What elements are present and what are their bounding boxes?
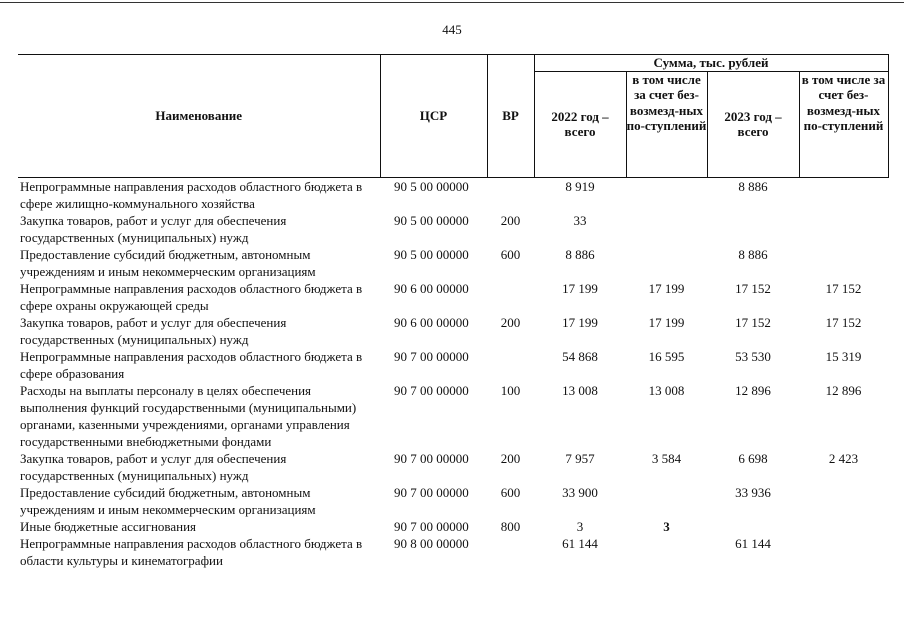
table-row	[18, 348, 888, 382]
row-2023-total: 53 530	[735, 348, 771, 364]
row-vr	[487, 177, 534, 212]
row-vr: 200	[500, 314, 521, 330]
row-2022-total: 33	[573, 212, 587, 228]
row-name: Расходы на выплаты персоналу в целях обеспечения выполнения функций государственными (муниципальными) органами, казенными учреждениями, органами управления государственными внебюджетными фондами	[20, 382, 357, 449]
header-vr: ВР	[487, 55, 534, 178]
row-csr: 90 6 00 00000	[394, 280, 469, 296]
header-csr: ЦСР	[380, 55, 487, 178]
row-vr: 600	[500, 484, 521, 500]
table-row	[18, 518, 888, 535]
row-vr: 800	[500, 518, 521, 534]
table-row	[18, 246, 888, 280]
table-row	[18, 484, 888, 518]
row-2022-free	[626, 177, 707, 212]
table-row	[18, 314, 888, 348]
row-csr: 90 7 00 00000	[394, 348, 469, 364]
row-2023-total: 17 152	[735, 314, 771, 330]
row-2022-free	[626, 212, 707, 246]
table-row	[18, 212, 888, 246]
row-2023-total: 8 886	[738, 246, 768, 262]
row-name: Закупка товаров, работ и услуг для обеспечения государственных (муниципальных) нужд	[20, 212, 287, 245]
page-top-rule	[0, 2, 904, 3]
row-csr: 90 5 00 00000	[394, 246, 469, 262]
row-2023-total: 6 698	[738, 450, 768, 466]
row-csr: 90 7 00 00000	[394, 518, 469, 534]
row-2023-total: 12 896	[735, 382, 771, 398]
row-2023-free	[799, 212, 888, 246]
row-csr: 90 7 00 00000	[394, 484, 469, 500]
row-name: Закупка товаров, работ и услуг для обеспечения государственных (муниципальных) нужд	[20, 314, 287, 347]
table-row	[18, 382, 888, 450]
row-2022-free	[626, 246, 707, 280]
row-2023-free	[799, 246, 888, 280]
row-2023-total: 61 144	[735, 535, 771, 551]
row-2022-free: 16 595	[648, 348, 685, 364]
row-2022-free: 13 008	[648, 382, 685, 398]
table-row	[18, 177, 888, 212]
row-vr: 200	[500, 212, 521, 228]
header-name: Наименование	[18, 55, 380, 178]
row-2022-total: 33 900	[562, 484, 598, 500]
table-header	[18, 55, 888, 178]
row-2022-free: 3	[663, 518, 670, 534]
row-2023-free	[799, 177, 888, 212]
row-2022-total: 54 868	[562, 348, 598, 364]
table-body	[18, 177, 888, 569]
page-number: 445	[442, 22, 462, 37]
header-2022-total: 2022 год – всего	[534, 71, 626, 177]
row-vr	[487, 280, 534, 314]
row-2023-free: 2 423	[828, 450, 859, 466]
row-name: Непрограммные направления расходов областного бюджета в сфере жилищно-коммунального хозяйства	[20, 178, 363, 211]
row-2023-total	[707, 518, 799, 535]
row-2022-total: 8 919	[565, 178, 595, 194]
row-csr: 90 7 00 00000	[394, 382, 469, 398]
budget-table	[18, 54, 889, 569]
row-2023-free: 15 319	[825, 348, 862, 364]
table-row	[18, 280, 888, 314]
row-2022-free: 3 584	[651, 450, 682, 466]
row-2023-free: 12 896	[825, 382, 862, 398]
row-csr: 90 6 00 00000	[394, 314, 469, 330]
row-2022-total: 3	[576, 518, 584, 534]
row-name: Предоставление субсидий бюджетным, автономным учреждениям и иным некоммерческим организациям	[20, 246, 316, 279]
row-2022-total: 13 008	[562, 382, 598, 398]
row-2023-total: 8 886	[738, 178, 768, 194]
row-name: Закупка товаров, работ и услуг для обеспечения государственных (муниципальных) нужд	[20, 450, 287, 483]
row-2023-free: 17 152	[825, 280, 862, 296]
row-2023-free: 17 152	[825, 314, 862, 330]
row-2023-free	[799, 535, 888, 569]
row-vr: 600	[500, 246, 521, 262]
row-vr	[487, 348, 534, 382]
row-2023-total: 33 936	[735, 484, 771, 500]
row-csr: 90 8 00 00000	[394, 535, 469, 551]
row-2022-total: 17 199	[562, 314, 598, 330]
header-2023-total: 2023 год – всего	[707, 71, 799, 177]
row-2022-total: 61 144	[562, 535, 598, 551]
header-2022-free: в том числе за счет без-возмезд-ных по-ступлений	[626, 71, 707, 177]
row-2023-free	[799, 518, 888, 535]
row-csr: 90 7 00 00000	[394, 450, 469, 466]
row-2022-total: 7 957	[565, 450, 595, 466]
row-2023-free	[799, 484, 888, 518]
row-name: Предоставление субсидий бюджетным, автономным учреждениям и иным некоммерческим организациям	[20, 484, 316, 517]
table-row	[18, 450, 888, 484]
row-vr: 100	[500, 382, 521, 398]
row-vr: 200	[500, 450, 521, 466]
row-name: Непрограммные направления расходов областного бюджета в сфере образования	[20, 348, 363, 381]
row-name: Непрограммные направления расходов областного бюджета в области культуры и кинематографии	[20, 535, 363, 568]
row-csr: 90 5 00 00000	[394, 178, 469, 194]
row-2023-total: 17 152	[735, 280, 771, 296]
row-2022-total: 8 886	[565, 246, 595, 262]
row-2022-free	[626, 484, 707, 518]
row-2022-total: 17 199	[562, 280, 598, 296]
row-2022-free: 17 199	[648, 314, 685, 330]
row-2022-free: 17 199	[648, 280, 685, 296]
header-sum-group: Сумма, тыс. рублей	[534, 55, 888, 72]
row-name: Непрограммные направления расходов областного бюджета в сфере охраны окружающей среды	[20, 280, 363, 313]
row-vr	[487, 535, 534, 569]
table-row	[18, 535, 888, 569]
row-name: Иные бюджетные ассигнования	[20, 518, 197, 534]
header-2023-free: в том числе за счет без-возмезд-ных по-ступлений	[799, 71, 888, 177]
row-csr: 90 5 00 00000	[394, 212, 469, 228]
row-2022-free	[626, 535, 707, 569]
row-2023-total	[707, 212, 799, 246]
